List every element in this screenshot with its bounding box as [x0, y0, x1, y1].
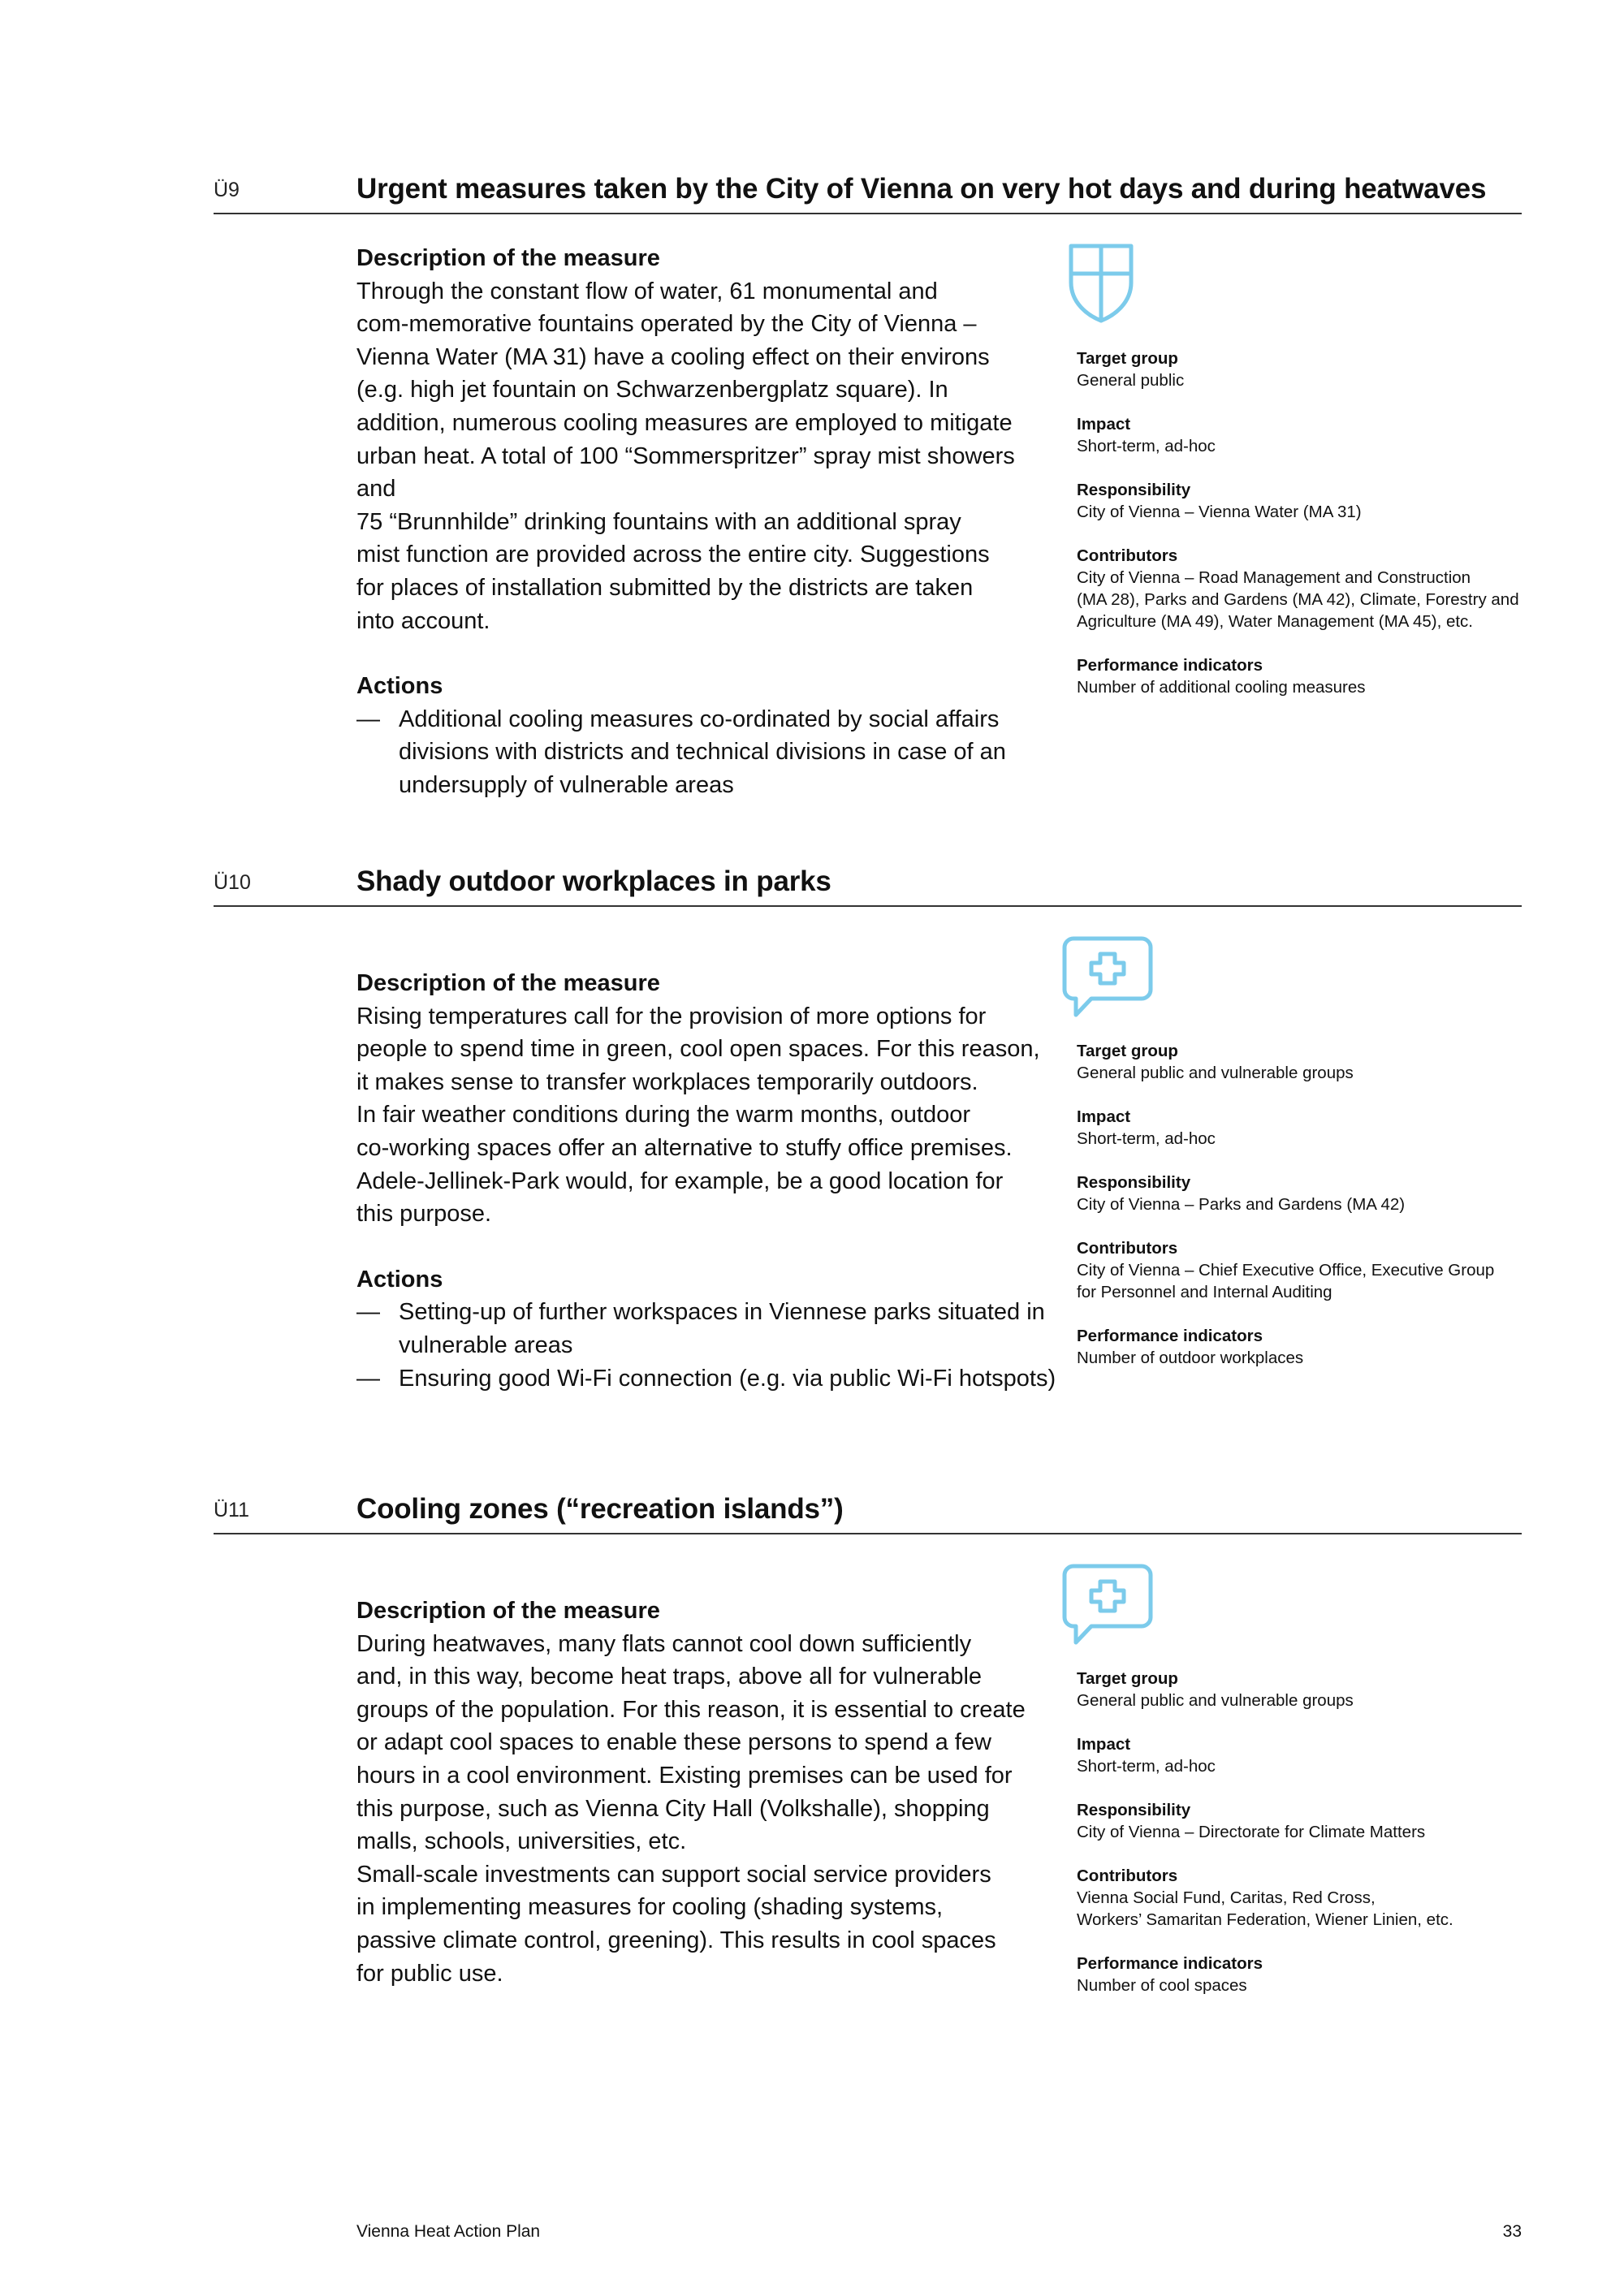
action-item: — Additional cooling measures co-ordinated by social affairs divisions with districts and technical divisions in case of an undersupply of vulnerable areas: [356, 703, 1063, 802]
dash-bullet: —: [356, 706, 380, 732]
page-number: 33: [1502, 2222, 1522, 2241]
impact-field: Impact Short-term, ad-hoc: [1077, 415, 1216, 455]
measure-title: Urgent measures taken by the City of Vienna on very hot days and during heatwaves: [356, 173, 1487, 205]
actions-label: Actions: [356, 1266, 443, 1293]
measure-details: [1077, 347, 1531, 720]
measure-title: Shady outdoor workplaces in parks: [356, 865, 831, 897]
contributors-field: Contributors City of Vienna – Road Management and Construction (MA 28), Parks and Gardens (MA 42), Climate, Forestry and Agriculture (MA 49), Water Management (MA 45), etc.: [1077, 546, 1519, 631]
target-group-field: Target group General public: [1077, 349, 1185, 390]
actions-label: Actions: [356, 673, 443, 700]
health-cross-speech-bubble-icon: [1062, 1564, 1153, 1646]
measure-details: [1077, 1668, 1531, 2018]
vienna-shield-icon: [1069, 244, 1134, 323]
contributors-field: Contributors City of Vienna – Chief Executive Office, Executive Group for Personnel and Internal Auditing: [1077, 1239, 1495, 1301]
contributors-field: Contributors Vienna Social Fund, Caritas, Red Cross, Workers’ Samaritan Federation, Wiener Linien, etc.: [1077, 1867, 1453, 1929]
measure-code: Ü9: [214, 179, 240, 201]
spacer: [356, 637, 1063, 670]
responsibility-field: Responsibility City of Vienna – Parks and Gardens (MA 42): [1077, 1173, 1406, 1214]
performance-indicators-field: Performance indicators Number of cool spaces: [1077, 1954, 1263, 1995]
health-cross-speech-bubble-icon: [1062, 936, 1153, 1019]
description-label: Description of the measure: [356, 245, 660, 271]
dash-bullet: —: [356, 1365, 380, 1392]
section-divider: [214, 213, 1522, 214]
measure-main-column: [356, 242, 1063, 802]
description-label: Description of the measure: [356, 1598, 660, 1624]
measure-main-column: [356, 1595, 1063, 1990]
impact-field: Impact Short-term, ad-hoc: [1077, 1735, 1216, 1776]
measure-code: Ü11: [214, 1499, 250, 1521]
footer-document-title: Vienna Heat Action Plan: [356, 2222, 541, 2241]
performance-indicators-field: Performance indicators Number of outdoor workplaces: [1077, 1327, 1304, 1367]
description-label: Description of the measure: [356, 970, 660, 996]
measure-details: [1077, 1040, 1531, 1391]
description-text: During heatwaves, many flats cannot cool down sufficiently and, in this way, become heat traps, above all for vulnerable groups of the population. For this reason, it is essential to create or adapt cool spaces to enable these persons to spend a few hours in a cool environment. Existing premises can be used for this purpose, such as Vienna City Hall (Volkshalle), shopping malls, schools, universities, etc. Small-scale investments can support social service providers in implementing measures for cooling (shading systems, passive climate control, greening). This results in cool spaces for public use.: [356, 1630, 1026, 1987]
description-text: Through the constant flow of water, 61 monumental and com-memorative fountains operated by the City of Vienna – Vienna Water (MA 31) have a cooling effect on their environs (e.g. high jet fountain on Schwarzenbergplatz square). In addition, numerous cooling measures are employed to mitigate urban heat. A total of 100 “Sommerspritzer” spray mist showers and 75 “Brunnhilde” drinking fountains with an additional spray mist function are provided across the entire city. Suggestions for places of installation submitted by the districts are taken into account.: [356, 278, 1015, 634]
target-group-field: Target group General public and vulnerable groups: [1077, 1669, 1354, 1710]
section-divider: [214, 905, 1522, 907]
measure-main-column: [356, 967, 1063, 1395]
section-divider: [214, 1533, 1522, 1534]
responsibility-field: Responsibility City of Vienna – Vienna Water (MA 31): [1077, 481, 1362, 521]
impact-field: Impact Short-term, ad-hoc: [1077, 1107, 1216, 1148]
actions-list: [356, 1296, 1063, 1395]
dash-bullet: —: [356, 1299, 380, 1326]
action-item: — Ensuring good Wi-Fi connection (e.g. via public Wi-Fi hotspots): [356, 1362, 1063, 1396]
measure-title: Cooling zones (“recreation islands”): [356, 1493, 844, 1525]
measure-code: Ü10: [214, 871, 251, 894]
action-item: — Setting-up of further workspaces in Viennese parks situated in vulnerable areas: [356, 1296, 1063, 1362]
spacer: [356, 1231, 1063, 1263]
performance-indicators-field: Performance indicators Number of additional cooling measures: [1077, 656, 1366, 697]
target-group-field: Target group General public and vulnerable groups: [1077, 1042, 1354, 1082]
description-text: Rising temperatures call for the provision of more options for people to spend time in green, cool open spaces. For this reason, it makes sense to transfer workplaces temporarily outdoors. In fair weather conditions during the warm months, outdoor co-working spaces offer an alternative to stuffy office premises. Adele-Jellinek-Park would, for example, be a good location for this purpose.: [356, 1003, 1040, 1228]
actions-list: [356, 703, 1063, 802]
responsibility-field: Responsibility City of Vienna – Directorate for Climate Matters: [1077, 1801, 1426, 1841]
